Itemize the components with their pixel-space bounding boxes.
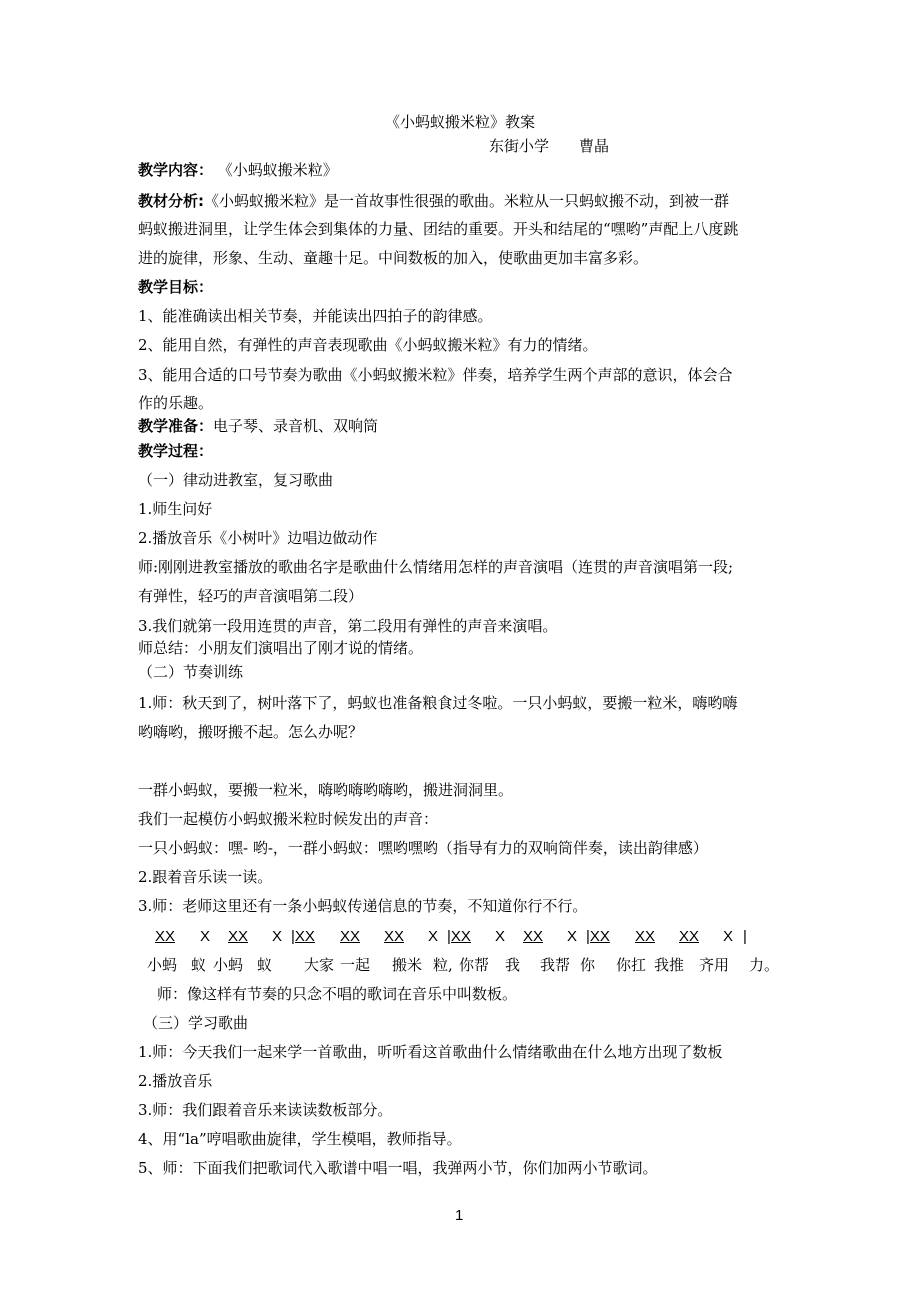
process-label: 教学过程：	[138, 442, 214, 460]
lyric-word: 你帮	[459, 956, 490, 974]
lyric-word: 粒,	[433, 956, 453, 974]
rhythm-note: XX	[635, 928, 656, 945]
rhythm-barline: |	[743, 928, 747, 945]
lyric-word: 你扛	[616, 956, 647, 974]
prep-label: 教学准备：	[138, 417, 214, 435]
rhythm-note: X	[200, 928, 211, 945]
rhythm-note: |XX	[447, 928, 471, 945]
rhythm-note: XX	[523, 928, 544, 945]
goal-item: 1、能准确读出相关节奏，并能读出四拍子的韵律感。	[138, 307, 493, 325]
analysis-line-3: 进的旋律，形象、生动、童趣十足。中间数板的加入，使歌曲更加丰富多彩。	[138, 249, 649, 267]
rhythm-note: X	[428, 928, 439, 945]
section-heading: （一）律动进教室，复习歌曲	[138, 471, 334, 489]
analysis-line-1	[138, 191, 729, 211]
section-line: 4、用“la”哼唱歌曲旋律，学生模唱，教师指导。	[138, 1130, 462, 1148]
lyric-word: 蚁	[191, 956, 207, 974]
lyric-word: 我推	[654, 956, 685, 974]
rhythm-note: XX	[228, 928, 249, 945]
goal-item: 作的乐趣。	[138, 394, 214, 412]
lyric-word: 小蚂	[147, 956, 178, 974]
section-line: 2.跟着音乐读一读。	[138, 868, 273, 886]
section-line: 2.播放音乐	[138, 1072, 213, 1090]
lyric-word: 我	[505, 956, 521, 974]
page-number: 1	[455, 1207, 464, 1224]
section-line: 2.播放音乐《小树叶》边唱边做动作	[138, 529, 378, 547]
lyric-word: 小蚂	[213, 956, 244, 974]
rhythm-note: X	[567, 928, 578, 945]
goal-item: 2、能用自然，有弹性的声音表现歌曲《小蚂蚁搬米粒》有力的情绪。	[138, 336, 598, 354]
rhythm-note: XX	[384, 928, 405, 945]
section-heading: （三）学习歌曲	[143, 1014, 249, 1032]
lyric-word: 大家	[304, 956, 335, 974]
goals-label: 教学目标：	[138, 278, 214, 296]
section-line: 师总结：小朋友们演唱出了刚才说的情绪。	[138, 639, 424, 657]
lyric-word: 搬米	[392, 956, 423, 974]
section-line: 有弹性，轻巧的声音演唱第二段）	[138, 587, 364, 605]
section-line: 师:刚刚进教室播放的歌曲名字是歌曲什么情绪用怎样的声音演唱（连贯的声音演唱第一段;	[138, 558, 734, 576]
rhythm-note: XX	[155, 928, 176, 945]
rhythm-note: X	[272, 928, 283, 945]
section-heading: （二）节奏训练	[138, 663, 244, 681]
section-line: 1.师：今天我们一起来学一首歌曲，听听看这首歌曲什么情绪歌曲在什么地方出现了数板	[138, 1043, 723, 1061]
lyric-word: 齐用	[699, 956, 730, 974]
lyric-word: 我帮	[540, 956, 571, 974]
section-line: 一只小蚂蚁：嘿- 哟-，一群小蚂蚁：嘿哟嘿哟（指导有力的双响筒伴奏，读出韵律感）	[138, 839, 708, 857]
section-line: 3.师：我们跟着音乐来读读数板部分。	[138, 1101, 393, 1119]
section-line: 哟嗨哟，搬呀搬不起。怎么办呢？	[138, 723, 364, 741]
prep-value: 电子琴、录音机、双响筒	[213, 417, 379, 435]
lyric-word: 力。	[749, 956, 780, 974]
rhythm-note: XX	[679, 928, 700, 945]
content-value: 《小蚂蚁搬米粒》	[217, 161, 338, 179]
rhythm-note: |XX	[586, 928, 610, 945]
lyric-word: 一起	[340, 956, 371, 974]
rhythm-note-text: 师：像这样有节奏的只念不唱的歌词在音乐中叫数板。	[157, 985, 518, 1003]
analysis-line-2: 蚂蚁搬进洞里，让学生体会到集体的力量、团结的重要。开头和结尾的“嘿哟”声配上八度跳	[138, 220, 739, 238]
section-line: 1.师生问好	[138, 500, 213, 518]
rhythm-note: XX	[340, 928, 361, 945]
section-line: 5、师：下面我们把歌词代入歌谱中唱一唱，我弹两小节，你们加两小节歌词。	[138, 1159, 658, 1177]
section-line: 3.我们就第一段用连贯的声音，第二段用有弹性的声音来演唱。	[138, 617, 558, 635]
goal-item: 3、能用合适的口号节奏为歌曲《小蚂蚁搬米粒》伴奏，培养学生两个声部的意识，体会合	[138, 366, 733, 384]
analysis-label: 教材分析:	[138, 192, 204, 210]
section-line: 一群小蚂蚁，要搬一粒米，嗨哟嗨哟嗨哟，搬进洞洞里。	[138, 781, 514, 799]
prep-row	[138, 416, 378, 436]
author-line: 东街小学 曹晶	[489, 137, 610, 155]
rhythm-note: X	[495, 928, 506, 945]
section-line: 我们一起模仿小蚂蚁搬米粒时候发出的声音：	[138, 810, 439, 828]
lyric-word: 你	[580, 956, 596, 974]
document-title: 《小蚂蚁搬米粒》教案	[385, 113, 536, 131]
content-row	[138, 160, 338, 180]
lyric-word: 蚁	[257, 956, 273, 974]
rhythm-note: |XX	[291, 928, 315, 945]
section-line: 1.师：秋天到了，树叶落下了，蚂蚁也准备粮食过冬啦。一只小蚂蚁，要搬一粒米，嗨哟嗨	[138, 694, 738, 712]
analysis-text: 《小蚂蚁搬米粒》是一首故事性很强的歌曲。米粒从一只蚂蚁搬不动，到被一群	[204, 192, 730, 210]
section-line: 3.师：老师这里还有一条小蚂蚁传递信息的节奏，不知道你行不行。	[138, 897, 588, 915]
rhythm-note: X	[723, 928, 734, 945]
content-label: 教学内容：	[138, 161, 214, 179]
